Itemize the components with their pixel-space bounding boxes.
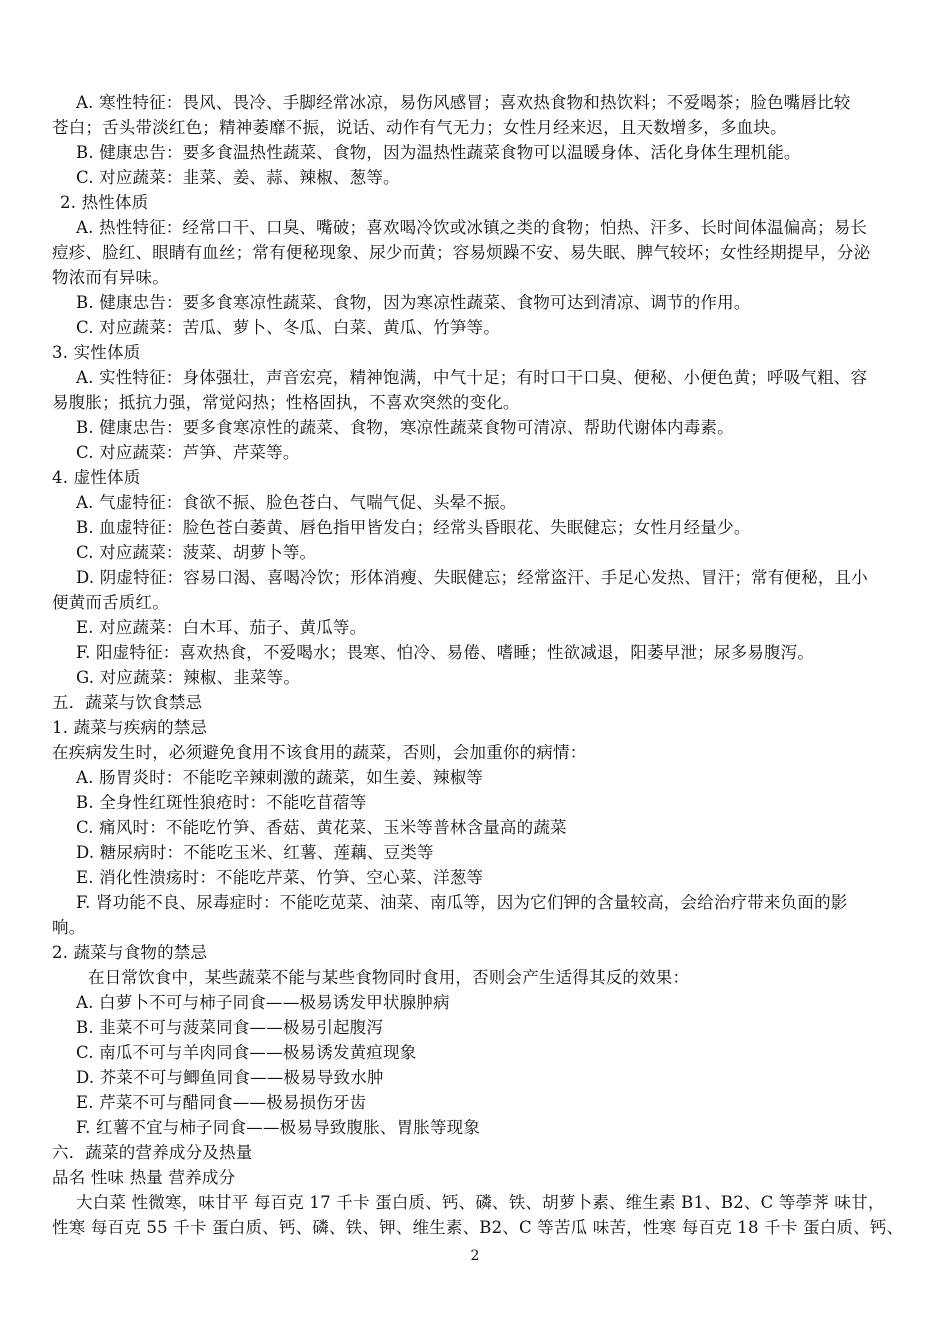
- chapter-heading: 五．蔬菜与饮食禁忌: [52, 693, 203, 712]
- text-line: C. 对应蔬菜：菠菜、胡萝卜等。: [76, 543, 317, 562]
- text-line: C. 痛风时：不能吃竹笋、香菇、黄花菜、玉米等普林含量高的蔬菜: [76, 818, 567, 837]
- text-line: B. 全身性红斑性狼疮时：不能吃苜蓿等: [76, 793, 367, 812]
- section-heading: 3. 实性体质: [52, 343, 141, 362]
- text-line: 在疾病发生时，必须避免食用不该食用的蔬菜，否则，会加重你的病情：: [52, 743, 587, 762]
- text-line: D. 糖尿病时：不能吃玉米、红薯、莲藕、豆类等: [76, 843, 434, 862]
- chapter-heading: 六．蔬菜的营养成分及热量: [52, 1143, 253, 1162]
- text-line: G. 对应蔬菜：辣椒、韭菜等。: [76, 668, 301, 687]
- text-line: 物浓而有异味。: [52, 268, 169, 287]
- text-line: 性寒 每百克 55 千卡 蛋白质、钙、磷、铁、钾、维生素、B2、C 等苦瓜 味苦，性寒 每百克 18 千卡 蛋白质、钙、: [52, 1218, 904, 1237]
- text-line: C. 对应蔬菜：芦笋、芹菜等。: [76, 443, 300, 462]
- text-line: F. 红薯不宜与柿子同食——极易导致腹胀、胃胀等现象: [76, 1118, 481, 1137]
- section-heading: 4. 虚性体质: [52, 468, 141, 487]
- text-line: D. 阴虚特征：容易口渴、喜喝冷饮；形体消瘦、失眠健忘；经常盗汗、手足心发热、冒汗；常有便秘，且小: [76, 568, 868, 587]
- text-line: C. 对应蔬菜：韭菜、姜、蒜、辣椒、葱等。: [76, 168, 400, 187]
- text-line: B. 健康忠告：要多食寒凉性蔬菜、食物，因为寒凉性蔬菜、食物可达到清凉、调节的作用。: [76, 293, 751, 312]
- section-heading: 2. 蔬菜与食物的禁忌: [52, 943, 208, 962]
- text-line: A. 肠胃炎时：不能吃辛辣刺激的蔬菜，如生姜、辣椒等: [76, 768, 484, 787]
- text-line: E. 芹菜不可与醋同食——极易损伤牙齿: [76, 1093, 367, 1112]
- text-line: B. 韭菜不可与菠菜同食——极易引起腹泻: [76, 1018, 384, 1037]
- text-line: E. 消化性溃疡时：不能吃芹菜、竹笋、空心菜、洋葱等: [76, 868, 484, 887]
- text-line: C. 南瓜不可与羊肉同食——极易诱发黄疸现象: [76, 1043, 417, 1062]
- page-number: 2: [470, 1248, 480, 1264]
- text-line: D. 芥菜不可与鲫鱼同食——极易导致水肿: [76, 1068, 384, 1087]
- table-header: 品名 性味 热量 营养成分: [52, 1168, 236, 1187]
- text-line: B. 血虚特征：脸色苍白萎黄、唇色指甲皆发白；经常头昏眼花、失眠健忘；女性月经量少。: [76, 518, 751, 537]
- text-line: A. 白萝卜不可与柿子同食——极易诱发甲状腺肿病: [76, 993, 450, 1012]
- text-line: A. 热性特征：经常口干、口臭、嘴破；喜欢喝冷饮或冰镇之类的食物；怕热、汗多、长时间体温偏高；易长: [76, 218, 868, 237]
- text-line: F. 阳虚特征：喜欢热食，不爱喝水；畏寒、怕冷、易倦、嗜睡；性欲减退，阳萎早泄；尿多易腹泻。: [76, 643, 815, 662]
- text-line: B. 健康忠告：要多食温热性蔬菜、食物，因为温热性蔬菜食物可以温暖身体、活化身体生理机能。: [76, 143, 801, 162]
- text-line: 痘疹、脸红、眼睛有血丝；常有便秘现象、尿少而黄；容易烦躁不安、易失眠、脾气较坏；女性经期提早，分泌: [52, 243, 871, 262]
- text-line: 便黄而舌质红。: [52, 593, 169, 612]
- text-line: 易腹胀；抵抗力强，常觉闷热；性格固执，不喜欢突然的变化。: [52, 393, 520, 412]
- text-line: F. 肾功能不良、尿毒症时：不能吃苋菜、油菜、南瓜等，因为它们钾的含量较高，会给治疗带来负面的影: [76, 893, 848, 912]
- text-line: C. 对应蔬菜：苦瓜、萝卜、冬瓜、白菜、黄瓜、竹笋等。: [76, 318, 500, 337]
- text-line: 响。: [52, 918, 86, 937]
- text-line: 苍白；舌头带淡红色；精神萎靡不振，说话、动作有气无力；女性月经来迟，且天数增多，多血块。: [52, 118, 787, 137]
- text-line: B. 健康忠告：要多食寒凉性的蔬菜、食物，寒凉性蔬菜食物可清凉、帮助代谢体内毒素。: [76, 418, 734, 437]
- text-line: 大白菜 性微寒，味甘平 每百克 17 千卡 蛋白质、钙、磷、铁、胡萝卜素、维生素 B1、B2、C 等荸荠 味甘，: [76, 1193, 885, 1212]
- text-line: E. 对应蔬菜：白木耳、茄子、黄瓜等。: [76, 618, 367, 637]
- text-line: 在日常饮食中，某些蔬菜不能与某些食物同时食用，否则会产生适得其反的效果：: [88, 968, 690, 987]
- text-line: A. 气虚特征：食欲不振、脸色苍白、气喘气促、头晕不振。: [76, 493, 517, 512]
- text-line: A. 实性特征：身体强壮，声音宏亮，精神饱满，中气十足；有时口干口臭、便秘、小便色黄；呼吸气粗、容: [76, 368, 868, 387]
- section-heading: 2. 热性体质: [60, 193, 149, 212]
- text-line: A. 寒性特征：畏风、畏冷、手脚经常冰凉，易伤风感冒；喜欢热食物和热饮料；不爱喝茶；脸色嘴唇比较: [76, 93, 851, 112]
- section-heading: 1. 蔬菜与疾病的禁忌: [52, 718, 208, 737]
